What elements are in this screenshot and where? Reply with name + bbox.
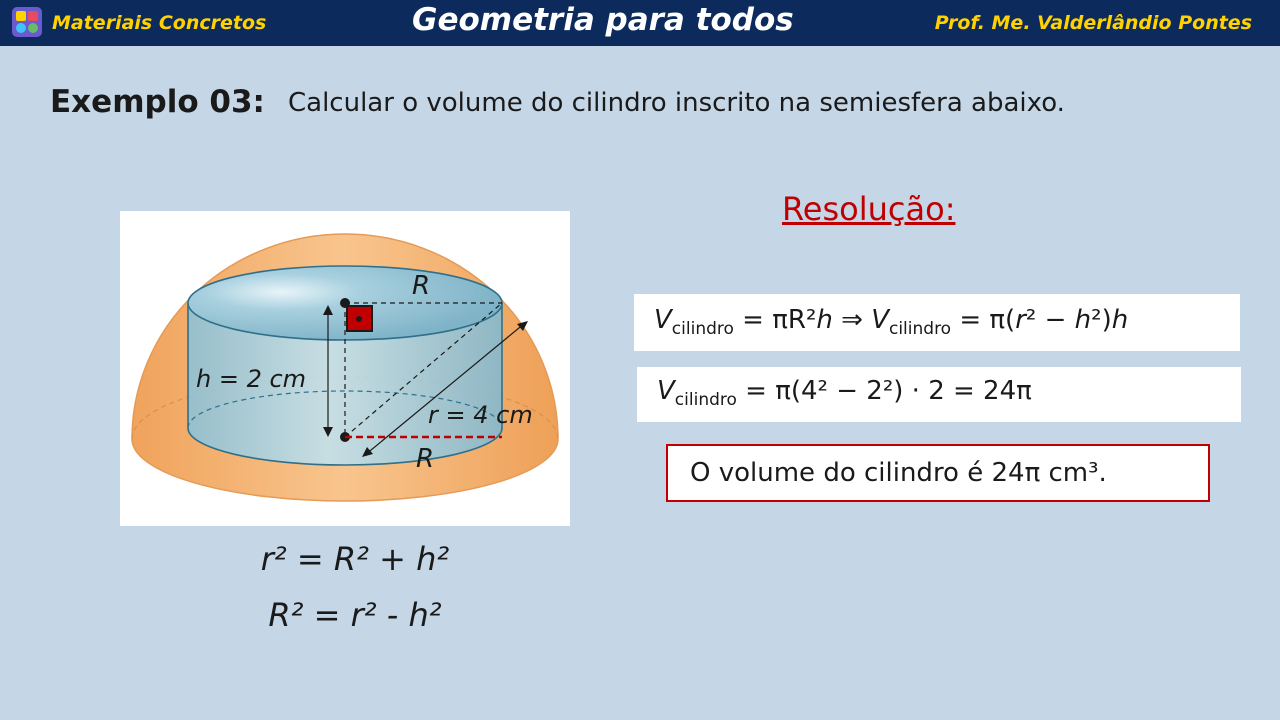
formula-volume-numeric: $V_{cilindro} = \pi(4^2 - 2^2) \cdot 2 = 24\pi$	[657, 376, 1032, 411]
resolution-title: Resolução:	[782, 190, 956, 228]
formula-box-volume	[634, 294, 1240, 351]
equation-R-squared: R² = r² - h²	[268, 596, 442, 634]
label-R-top: R	[412, 271, 431, 301]
header-bar	[0, 0, 1280, 46]
label-R-bottom: R	[416, 444, 435, 474]
answer-box	[666, 444, 1210, 502]
materials-logo-icon	[12, 7, 42, 37]
answer-text: O volume do cilindro é 24π cm³.	[690, 458, 1107, 488]
label-radius-r: r = 4 cm	[428, 401, 533, 429]
brand-name: Materiais Concretos	[52, 12, 267, 34]
example-statement: Calcular o volume do cilindro inscrito na semiesfera abaixo.	[288, 88, 1065, 118]
equation-pythagoras: r² = R² + h²	[260, 540, 450, 578]
page-title: Geometria para todos	[412, 2, 794, 38]
author-name: Prof. Me. Valderlândio Pontes	[934, 12, 1252, 34]
hemisphere-cylinder-figure	[120, 211, 570, 526]
label-height: h = 2 cm	[196, 365, 307, 393]
example-label: Exemplo 03:	[50, 84, 265, 120]
formula-volume-general: $V_{cilindro} = \pi R^2h$ ⇒ $V_{cilindro} = \pi(r^2 - h^2)h$	[654, 305, 1129, 340]
formula-box-substitution	[637, 367, 1241, 422]
